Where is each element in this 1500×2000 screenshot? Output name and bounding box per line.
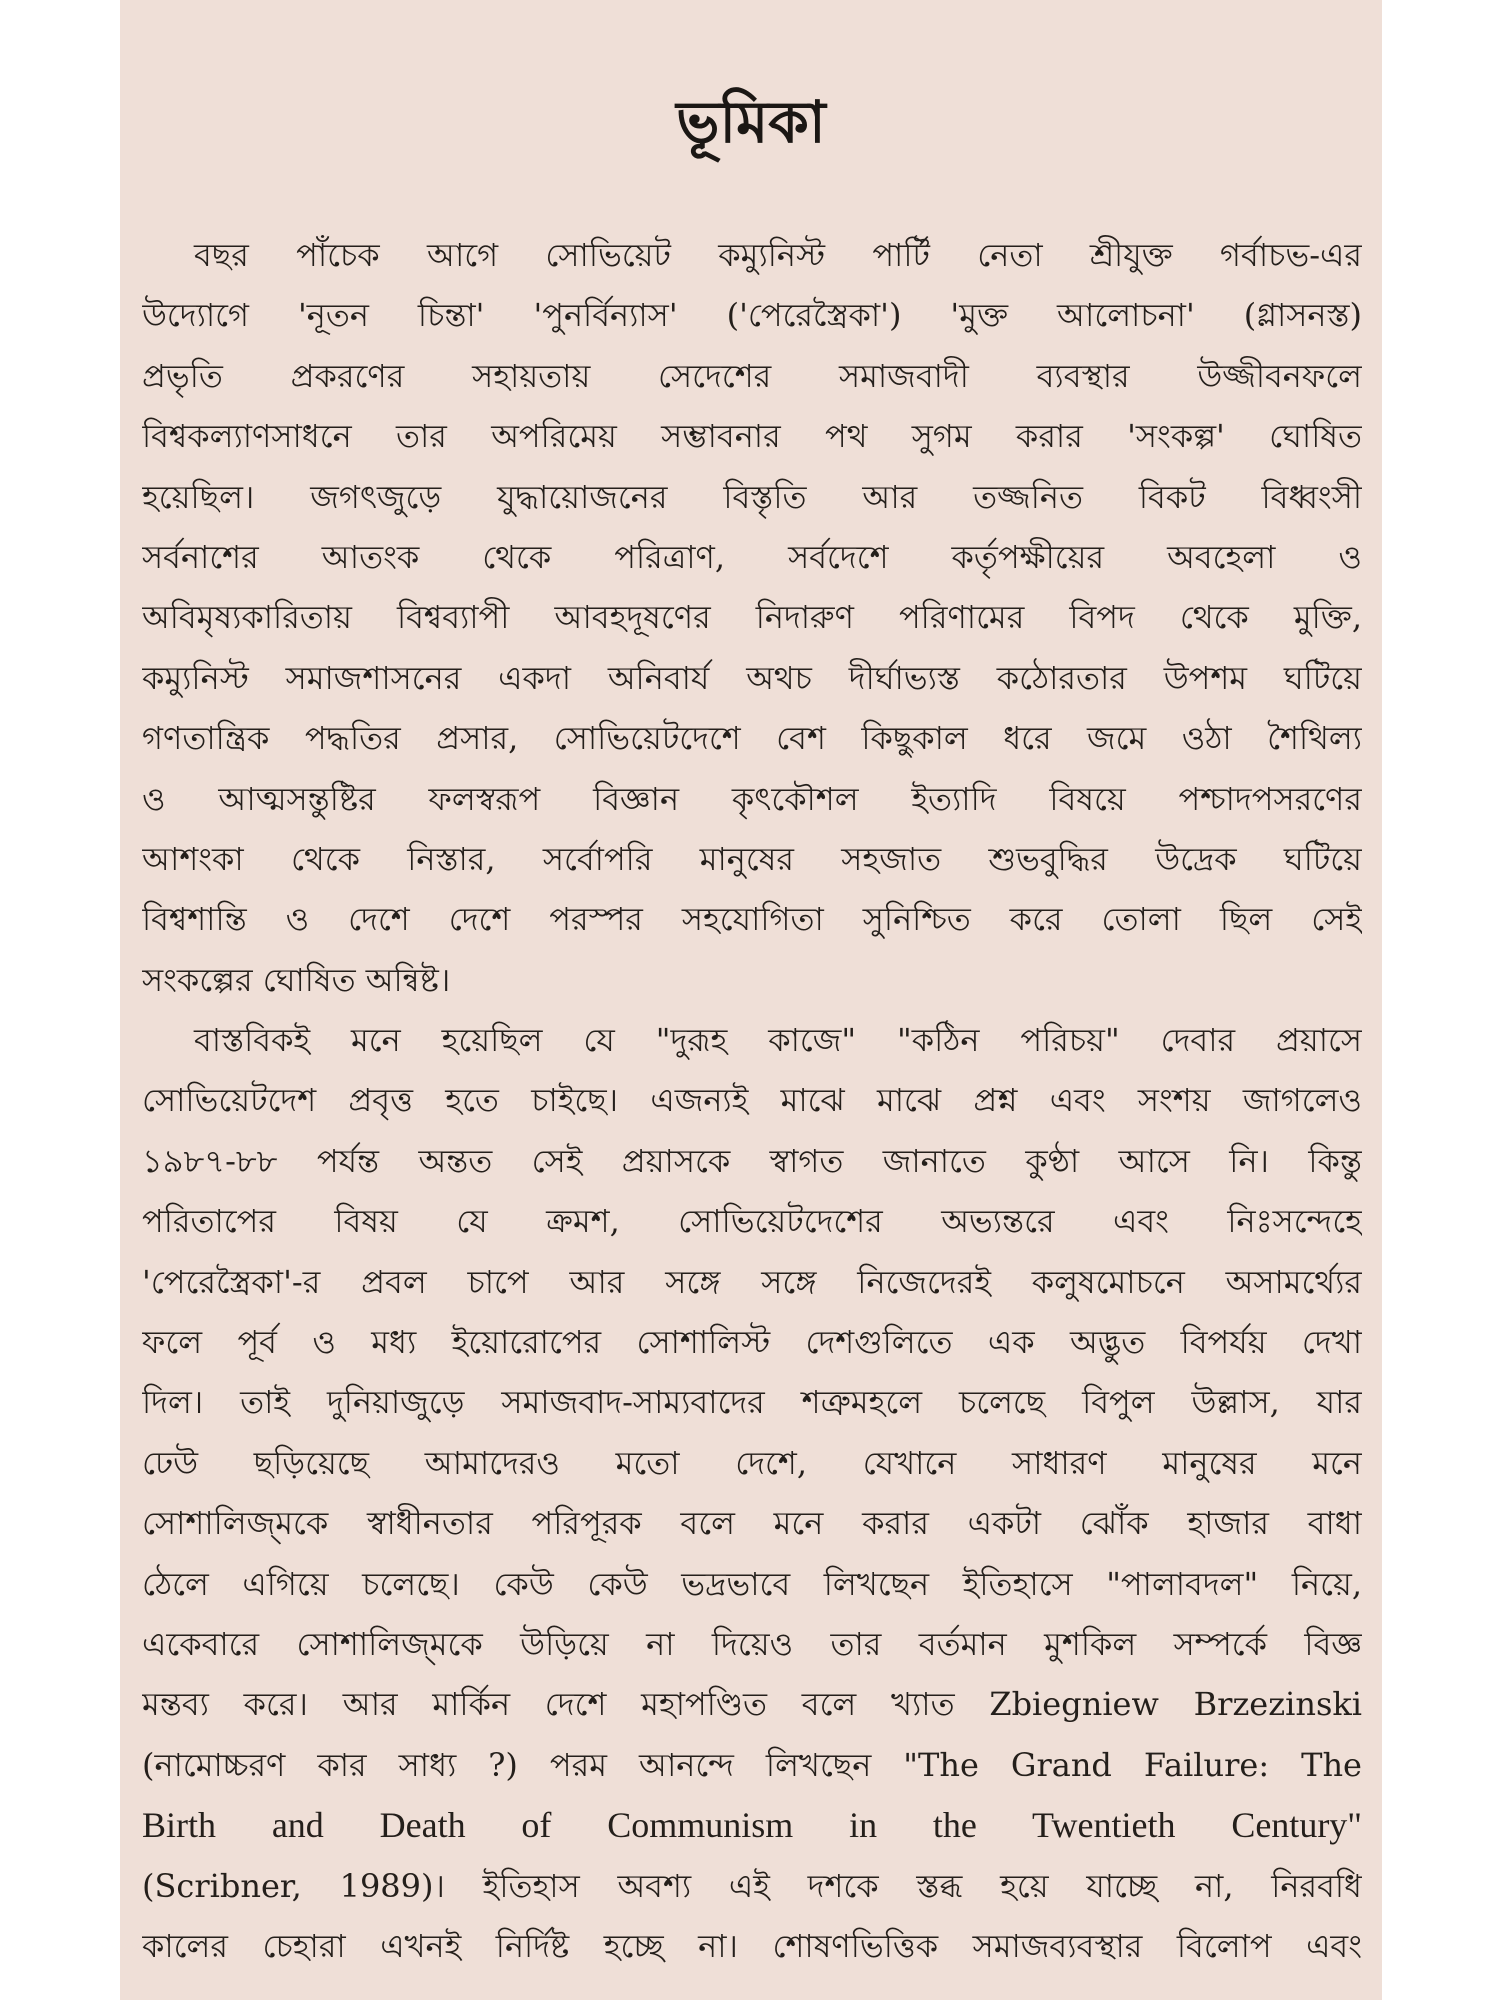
text-line: হয়েছিল। জগৎজুড়ে যুদ্ধায়োজনের বিস্তৃতি আর তজ্জনিত বিকট বিধ্বংসী [142, 477, 1362, 516]
text-line: ঢেউ ছড়িয়েছে আমাদেরও মতো দেশে, যেখানে সাধারণ মানুষের মনে [142, 1443, 1362, 1482]
text-line: কালের চেহারা এখনই নির্দিষ্ট হচ্ছে না। শোষণভিত্তিক সমাজব্যবস্থার বিলোপ এবং [142, 1926, 1362, 1965]
text-line: সংকল্পের ঘোষিত অন্বিষ্ট। [142, 960, 451, 999]
book-page [120, 0, 1382, 2000]
text-line: সোশালিজ্‌মকে স্বাধীনতার পরিপূরক বলে মনে করার একটা ঝোঁক হাজার বাধা [142, 1504, 1362, 1543]
text-line: বিশ্বকল্যাণসাধনে তার অপরিমেয় সম্ভাবনার পথ সুগম করার 'সংকল্প' ঘোষিত [142, 417, 1362, 456]
text-line: ১৯৮৭-৮৮ পর্যন্ত অন্তত সেই প্রয়াসকে স্বাগত জানাতে কুণ্ঠা আসে নি। কিন্তু [142, 1141, 1362, 1180]
text-line: আশংকা থেকে নিস্তার, সর্বোপরি মানুষের সহজাত শুভবুদ্ধির উদ্রেক ঘটিয়ে [142, 839, 1362, 878]
text-line: কম্যুনিস্ট সমাজশাসনের একদা অনিবার্য অথচ দীর্ঘাভ্যস্ত কঠোরতার উপশম ঘটিয়ে [142, 658, 1362, 697]
text-line: সোভিয়েটদেশ প্রবৃত্ত হতে চাইছে। এজন্যই মাঝে মাঝে প্রশ্ন এবং সংশয় জাগলেও [142, 1081, 1362, 1120]
text-line: বাস্তবিকই মনে হয়েছিল যে "দুরূহ কাজে" "কঠিন পরিচয়" দেবার প্রয়াসে [194, 1021, 1362, 1060]
text-line: ও আত্মসন্তুষ্টির ফলস্বরূপ বিজ্ঞান কৃৎকৌশল ইত্যাদি বিষয়ে পশ্চাদপসরণের [142, 779, 1362, 818]
text-line: বছর পাঁচেক আগে সোভিয়েট কম্যুনিস্ট পার্টি নেতা শ্রীযুক্ত গর্বাচভ-এর [194, 236, 1362, 274]
text-line: পরিতাপের বিষয় যে ক্রমশ, সোভিয়েটদেশের অভ্যন্তরে এবং নিঃসন্দেহে [142, 1202, 1362, 1241]
text-line: 'পেরেস্ত্রৈকা'-র প্রবল চাপে আর সঙ্গে সঙ্গে নিজেদেরই কলুষমোচনে অসামর্থ্যের [142, 1262, 1362, 1301]
text-line: উদ্যোগে 'নূতন চিন্তা' 'পুনর্বিন্যাস' ('পেরেস্ত্রৈকা') 'মুক্ত আলোচনা' (গ্লাসনস্ত) [142, 296, 1362, 335]
preface-body [142, 225, 1362, 1976]
text-line: দিল। তাই দুনিয়াজুড়ে সমাজবাদ-সাম্যবাদের শত্রুমহলে চলেছে বিপুল উল্লাস, যার [142, 1383, 1362, 1422]
page-title: ভূমিকা [676, 88, 826, 156]
text-line: একেবারে সোশালিজ্‌মকে উড়িয়ে না দিয়েও তার বর্তমান মুশকিল সম্পর্কে বিজ্ঞ [142, 1624, 1362, 1663]
text-line: অবিমৃষ্যকারিতায় বিশ্বব্যাপী আবহদূষণের নিদারুণ পরিণামের বিপদ থেকে মুক্তি, [142, 598, 1362, 637]
text-line: বিশ্বশান্তি ও দেশে দেশে পরস্পর সহযোগিতা সুনিশ্চিত করে তোলা ছিল সেই [142, 900, 1362, 939]
text-line: মন্তব্য করে। আর মার্কিন দেশে মহাপণ্ডিত বলে খ্যাত Zbiegniew Brzezinski [142, 1685, 1362, 1724]
text-line: (নামোচ্চরণ কার সাধ্য ?) পরম আনন্দে লিখছেন "The Grand Failure: The [142, 1745, 1362, 1784]
text-line: ফলে পূর্ব ও মধ্য ইয়োরোপের সোশালিস্ট দেশগুলিতে এক অদ্ভুত বিপর্যয় দেখা [142, 1323, 1362, 1362]
text-line: ঠেলে এগিয়ে চলেছে। কেউ কেউ ভদ্রভাবে লিখছেন ইতিহাসে "পালাবদল" নিয়ে, [142, 1564, 1362, 1603]
text-line: (Scribner, 1989)। ইতিহাস অবশ্য এই দশকে স্তব্ধ হয়ে যাচ্ছে না, নিরবধি [142, 1866, 1362, 1905]
text-line: সর্বনাশের আতংক থেকে পরিত্রাণ, সর্বদেশে কর্তৃপক্ষীয়ের অবহেলা ও [142, 537, 1362, 576]
text-line: Birth and Death of Communism in the Twentieth Century" [142, 1805, 1362, 1846]
text-line: প্রভৃতি প্রকরণের সহায়তায় সেদেশের সমাজবাদী ব্যবস্থার উজ্জীবনফলে [142, 356, 1362, 395]
text-line: গণতান্ত্রিক পদ্ধতির প্রসার, সোভিয়েটদেশে বেশ কিছুকাল ধরে জমে ওঠা শৈথিল্য [142, 719, 1362, 758]
